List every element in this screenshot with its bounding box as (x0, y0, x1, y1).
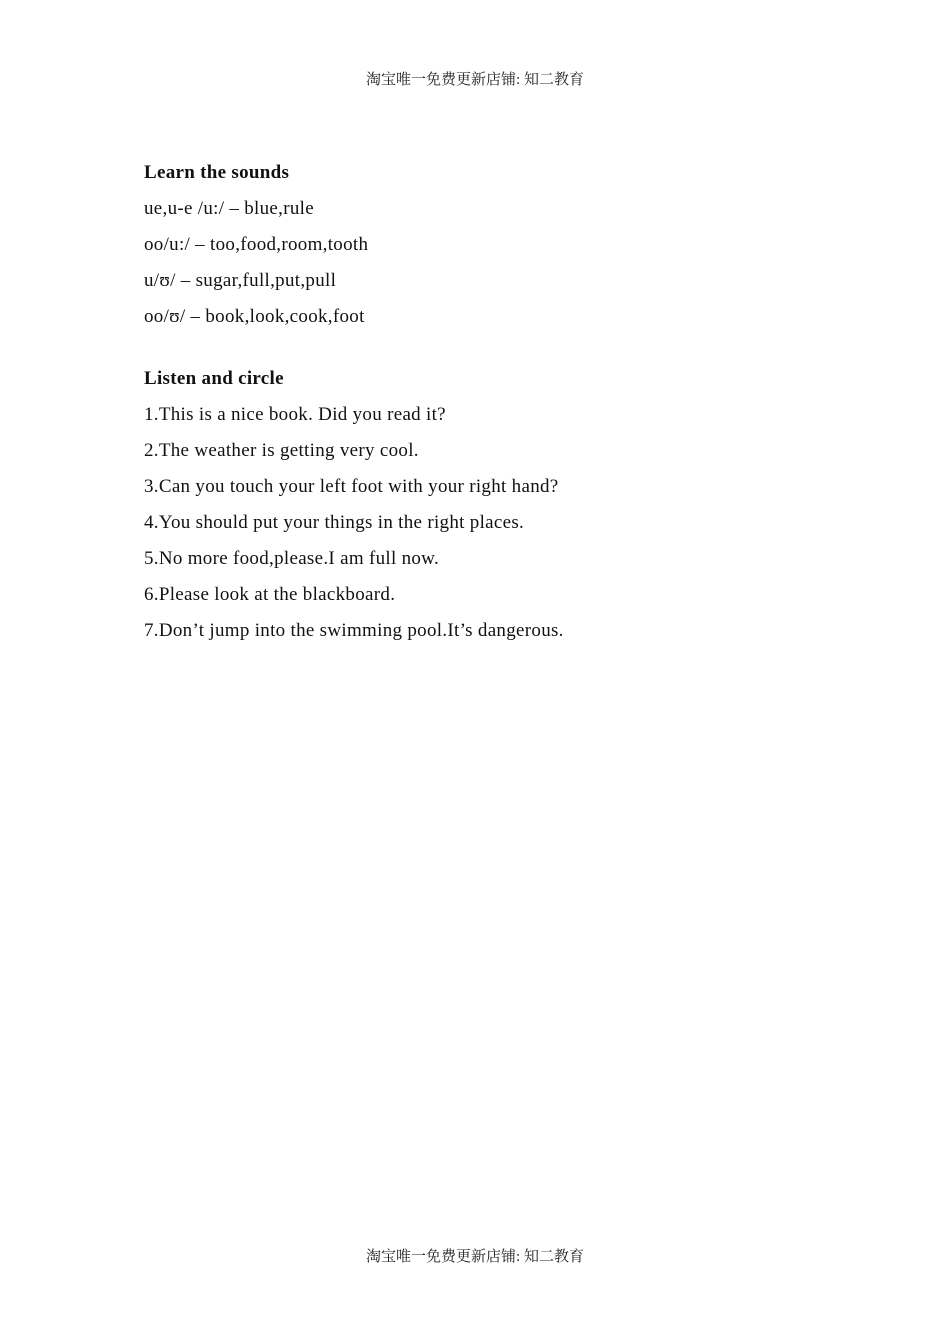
exercise-sentence: 2.The weather is getting very cool. (144, 440, 419, 461)
exercise-sentence: 3.Can you touch your left foot with your right hand? (144, 476, 559, 497)
sound-line: u/ʊ/ – sugar,full,put,pull (144, 270, 337, 291)
exercise-sentence: 1.This is a nice book. Did you read it? (144, 404, 446, 425)
section-heading: Listen and circle (144, 368, 284, 389)
exercise-sentence: 6.Please look at the blackboard. (144, 584, 396, 605)
sound-line: oo/u:/ – too,food,room,tooth (144, 234, 369, 255)
exercise-sentence: 4.You should put your things in the right places. (144, 512, 525, 533)
section-heading: Learn the sounds (144, 162, 290, 183)
section-listen-and-circle (144, 366, 844, 644)
sound-line: oo/ʊ/ – book,look,cook,foot (144, 306, 365, 327)
sound-line: ue,u-e /u:/ – blue,rule (144, 198, 314, 219)
page-footer: 淘宝唯一免费更新店铺: 知二教育 (366, 1249, 584, 1265)
section-learn-the-sounds (144, 160, 844, 330)
exercise-sentence: 7.Don’t jump into the swimming pool.It’s dangerous. (144, 620, 564, 641)
exercise-sentence: 5.No more food,please.I am full now. (144, 548, 440, 569)
page-header: 淘宝唯一免费更新店铺: 知二教育 (366, 72, 584, 88)
document-body (144, 160, 844, 654)
